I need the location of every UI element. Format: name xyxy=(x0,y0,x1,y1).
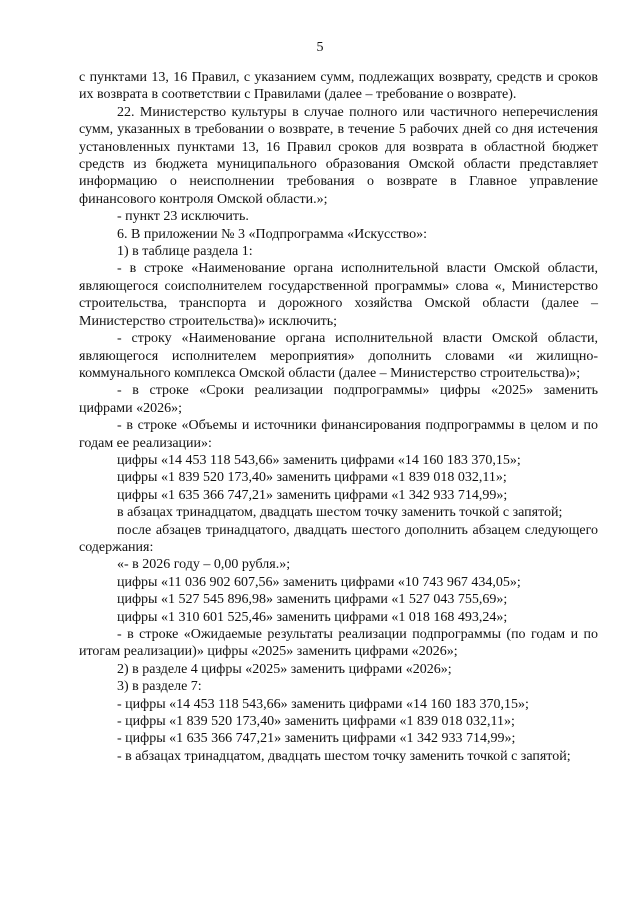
paragraph: цифры «1 527 545 896,98» заменить цифрами «1 527 043 755,69»; xyxy=(117,592,508,608)
paragraph: 22. Министерство культуры в случае полного или частичного неперечисления сумм, указанных в требовании о возврате, в течение 5 рабочих дней со дня истечения установленных пунктами 13, 16 Правил сроков для возврата в областной бюджет средств из бюджета муниципального образования Омской области представляет информацию о неисполнении требования о возврате в Главное управление финансового контроля Омской области.»; xyxy=(79,104,598,207)
paragraph: в абзацах тринадцатом, двадцать шестом точку заменить точкой с запятой; xyxy=(117,505,563,521)
paragraph: после абзацев тринадцатого, двадцать шестого дополнить абзацем следующего содержания: xyxy=(79,522,598,555)
paragraph: - в абзацах тринадцатом, двадцать шестом точку заменить точкой с запятой; xyxy=(117,748,571,764)
paragraph: - в строке «Ожидаемые результаты реализации подпрограммы (по годам и по итогам реализации)» цифры «2025» заменить цифрами «2026»; xyxy=(79,627,598,660)
paragraph: «- в 2026 году – 0,00 рубля.»; xyxy=(117,557,291,573)
paragraph: цифры «1 839 520 173,40» заменить цифрами «1 839 018 032,11»; xyxy=(117,470,507,486)
paragraph: цифры «1 310 601 525,46» заменить цифрами «1 018 168 493,24»; xyxy=(117,609,508,625)
paragraph: цифры «14 453 118 543,66» заменить цифрами «14 160 183 370,15»; xyxy=(117,452,521,468)
paragraph: - в строке «Сроки реализации подпрограммы» цифры «2025» заменить цифрами «2026»; xyxy=(79,383,598,416)
paragraph: - строку «Наименование органа исполнительной власти Омской области, являющегося исполнителем мероприятия» дополнить словами «и жилищно-коммунального комплекса Омской области (далее – Министерство строительства)»; xyxy=(79,331,598,381)
paragraph: 1) в таблице раздела 1: xyxy=(117,244,253,260)
paragraph: с пунктами 13, 16 Правил, с указанием сумм, подлежащих возврату, средств и сроков их возврата в соответствии с Правилами (далее – требование о возврате). xyxy=(79,70,598,103)
paragraph: 3) в разделе 7: xyxy=(117,679,202,695)
paragraph: - цифры «14 453 118 543,66» заменить цифрами «14 160 183 370,15»; xyxy=(117,696,529,712)
paragraph: 2) в разделе 4 цифры «2025» заменить цифрами «2026»; xyxy=(117,661,452,677)
paragraph: - в строке «Наименование органа исполнительной власти Омской области, являющегося соисполнителем государственной программы» слова «, Министерство строительства, транспорта и дорожного хозяйства Омской области (далее – Министерство строительства)» исключить; xyxy=(79,261,598,329)
paragraph: - пункт 23 исключить. xyxy=(117,209,249,225)
paragraph: - цифры «1 635 366 747,21» заменить цифрами «1 342 933 714,99»; xyxy=(117,731,516,747)
document-body xyxy=(79,69,598,765)
paragraph: - в строке «Объемы и источники финансирования подпрограммы в целом и по годам ее реализации»: xyxy=(79,418,598,451)
paragraph: цифры «1 635 366 747,21» заменить цифрами «1 342 933 714,99»; xyxy=(117,487,508,503)
paragraph: - цифры «1 839 520 173,40» заменить цифрами «1 839 018 032,11»; xyxy=(117,714,515,730)
paragraph: 6. В приложении № 3 «Подпрограмма «Искусство»: xyxy=(117,226,427,242)
page-number: 5 xyxy=(316,40,324,55)
paragraph: цифры «11 036 902 607,56» заменить цифрами «10 743 967 434,05»; xyxy=(117,574,521,590)
